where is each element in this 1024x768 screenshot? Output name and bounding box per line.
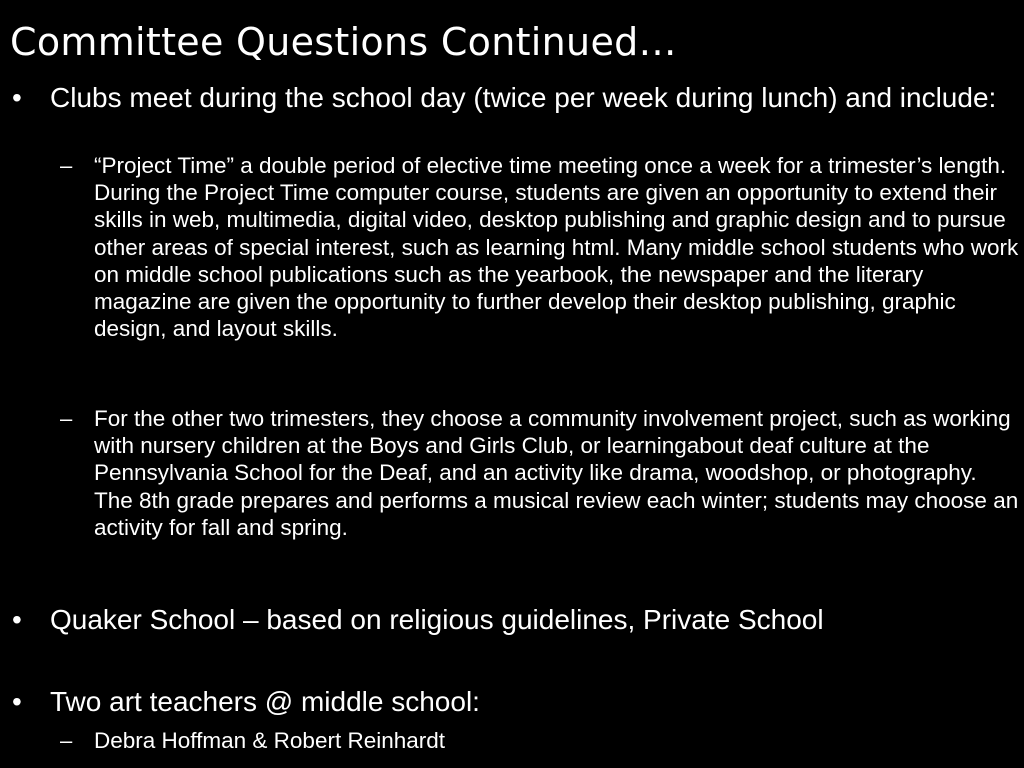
bullet-marker: •	[12, 604, 22, 635]
subbullet-marker: –	[60, 728, 73, 753]
subbullet-marker: –	[60, 153, 73, 178]
subbullet-text: “Project Time” a double period of elective time meeting once a week for a trimester’s length. During the Project Time computer course, students are given an opportunity to extend their skills in web, multimedia, digital video, desktop publishing and graphic design and to pursue other areas of special interest, such as learning html. Many middle school students who work on middle school publications such as the yearbook, the newspaper and the literary magazine are given the opportunity to further develop their desktop publishing, graphic design, and layout skills.	[94, 153, 1019, 342]
subbullet-text: Debra Hoffman & Robert Reinhardt	[94, 728, 446, 753]
bullet-text: Two art teachers @ middle school:	[50, 686, 480, 717]
bullet-marker: •	[12, 686, 22, 717]
bullet-text: Quaker School – based on religious guidelines, Private School	[50, 604, 824, 635]
bullet-marker: •	[12, 82, 22, 113]
subbullet-marker: –	[60, 406, 73, 431]
subbullet-text: For the other two trimesters, they choose a community involvement project, such as working with nursery children at the Boys and Girls Club, or learningabout deaf culture at the Pennsylvania School for the Deaf, and an activity like drama, woodshop, or photography. The 8th grade prepares and performs a musical review each winter; students may choose an activity for fall and spring.	[94, 406, 1019, 540]
bullet-text: Clubs meet during the school day (twice per week during lunch) and include:	[50, 82, 997, 113]
slide-title: Committee Questions Continued…	[10, 20, 677, 64]
